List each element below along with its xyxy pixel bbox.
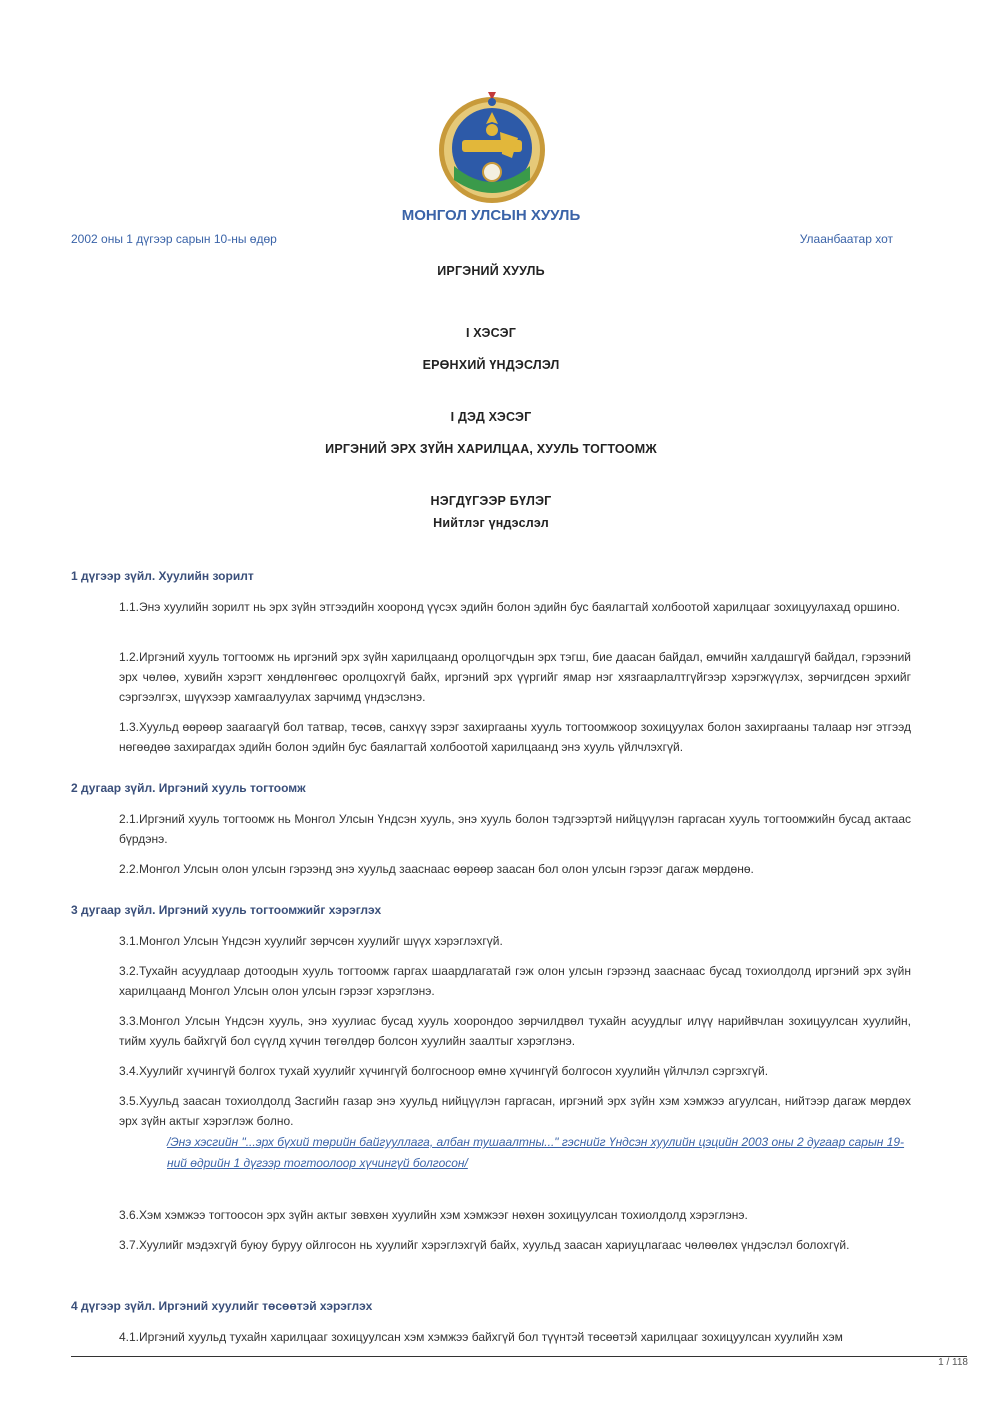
document-title: ИРГЭНИЙ ХУУЛЬ — [437, 264, 545, 278]
paragraph-3-5: 3.5.Хуульд заасан тохиолдолд Засгийн газар энэ хуульд нийцүүлэн гаргасан, иргэний эрх зүйн хэм хэмжээ агуулсан, нийтээр дагаж мөрдөх эрх зүйн актыг хэрэглэж болно. — [119, 1094, 911, 1128]
footer-divider — [71, 1356, 967, 1357]
article-3-heading: 3 дугаар зүйл. Иргэний хууль тогтоомжийг хэрэглэх — [71, 903, 382, 917]
article-1-heading: 1 дүгээр зүйл. Хуулийн зорилт — [71, 569, 254, 583]
article-2-heading: 2 дугаар зүйл. Иргэний хууль тогтоомж — [71, 781, 306, 795]
paragraph-1-2: 1.2.Иргэний хууль тогтоомж нь иргэний эрх зүйн харилцаанд оролцогчдын эрх тэгш, бие даасан байдал, өмчийн халдашгүй байдал, гэрээний эрх чөлөө, хувийн хэрэгт хөндлөнгөөс оролцохгүй байх, иргэний эрх үүргийг ямар нэг хязгаарлалтгүйгээр хэрэгжүүлэх, зөрчигдсөн эрхийг сэргээлгэх, шүүхээр хамгаалуулах зарчимд үндэслэнэ. — [119, 650, 911, 704]
paragraph-3-1: 3.1.Монгол Улсын Үндсэн хуулийг зөрчсөн хуулийг шүүх хэрэглэхгүй. — [119, 934, 503, 948]
chapter-name: Нийтлэг үндэслэл — [433, 516, 549, 530]
paragraph-3-6: 3.6.Хэм хэмжээ тогтоосон эрх зүйн актыг зөвхөн хуулийн хэм хэмжээг нөхөн зохицуулсан тохиолдолд хэрэглэнэ. — [119, 1208, 748, 1222]
paragraph-1-3: 1.3.Хуульд өөрөөр заагаагүй бол татвар, төсөв, санхүү зэрэг захиргааны хууль тогтоомжоор зохицуулах болон захиргааны талаар нэг этгээд нөгөөдөө захирагдах эдийн болон эдийн бус баялагтай холбоотой харилцаанд энэ хууль үйлчлэхгүй. — [119, 720, 911, 754]
enactment-date: 2002 оны 1 дүгээр сарын 10-ны өдөр — [71, 232, 277, 246]
chapter-heading: НЭГДҮГЭЭР БҮЛЭГ — [430, 494, 552, 508]
paragraph-3-3: 3.3.Монгол Улсын Үндсэн хууль, энэ хуулиас бусад хууль хоорондоо зөрчилдвөл тухайн асуудлыг илүү нарийвчлан зохицуулсан хуулийн, тийм хууль байхгүй бол сүүлд хүчин төгөлдөр болсон хуулийн заалтыг хэрэглэнэ. — [119, 1014, 911, 1048]
law-title: МОНГОЛ УЛСЫН ХУУЛЬ — [401, 207, 581, 224]
state-emblem-icon — [436, 88, 548, 208]
paragraph-2-1: 2.1.Иргэний хууль тогтоомж нь Монгол Улсын Үндсэн хууль, энэ хууль болон тэдгээртэй нийцүүлэн гаргасан хууль тогтоомжийн бусад актаас бүрдэнэ. — [119, 812, 911, 846]
part-heading: I ХЭСЭГ — [465, 326, 517, 340]
article-4-heading: 4 дүгээр зүйл. Иргэний хуулийг төсөөтэй хэрэглэх — [71, 1299, 373, 1313]
subpart-heading: I ДЭД ХЭСЭГ — [450, 410, 532, 424]
paragraph-3-4: 3.4.Хуулийг хүчингүй болгох тухай хуулийг хүчингүй болгосноор өмнө хүчингүй болгосон хуулийн үйлчлэл сэргэхгүй. — [119, 1064, 769, 1078]
page-number: 1 / 118 — [938, 1357, 968, 1368]
paragraph-1-1: 1.1.Энэ хуулийн зорилт нь эрх зүйн этгээдийн хооронд үүсэх эдийн болон эдийн бус баялагтай холбоотой харилцааг зохицуулахад оршино. — [119, 600, 900, 614]
paragraph-2-2: 2.2.Монгол Улсын олон улсын гэрээнд энэ хуульд зааснаас өөрөөр заасан бол олон улсын гэрээг дагаж мөрдөнө. — [119, 862, 754, 876]
amendment-note-link[interactable]: /Энэ хэсгийн "...эрх бүхий төрийн байгууллага, албан тушаалтны..." гэснийг Үндсэн хуулийн цэцийн 2003 оны 2 дугаар сарын 19-ний өдрийн 1 дүгээр тогтоолоор хүчингүй болгосон/ — [167, 1135, 905, 1170]
paragraph-3-2: 3.2.Тухайн асуудлаар дотоодын хууль тогтоомж гаргах шаардлагатай гэж олон улсын гэрээнд зааснаас бусад тохиолдолд иргэний эрх зүйн харилцаанд Монгол Улсын олон улсын гэрээг хэрэглэнэ. — [119, 964, 911, 998]
enactment-place: Улаанбаатар хот — [799, 232, 893, 246]
paragraph-4-1: 4.1.Иргэний хуульд тухайн харилцааг зохицуулсан хэм хэмжээ байхгүй бол түүнтэй төсөөтэй харилцааг зохицуулсан хуулийн хэм — [119, 1330, 843, 1344]
subpart-name: ИРГЭНИЙ ЭРХ ЗҮЙН ХАРИЛЦАА, ХУУЛЬ ТОГТООМЖ — [325, 442, 657, 456]
paragraph-3-7: 3.7.Хуулийг мэдэхгүй буюу буруу ойлгосон нь хуулийг хэрэглэхгүй байх, хуульд заасан хариуцлагаас чөлөөлөх үндэслэл болохгүй. — [119, 1238, 850, 1252]
part-name: ЕРӨНХИЙ ҮНДЭСЛЭЛ — [422, 358, 560, 372]
